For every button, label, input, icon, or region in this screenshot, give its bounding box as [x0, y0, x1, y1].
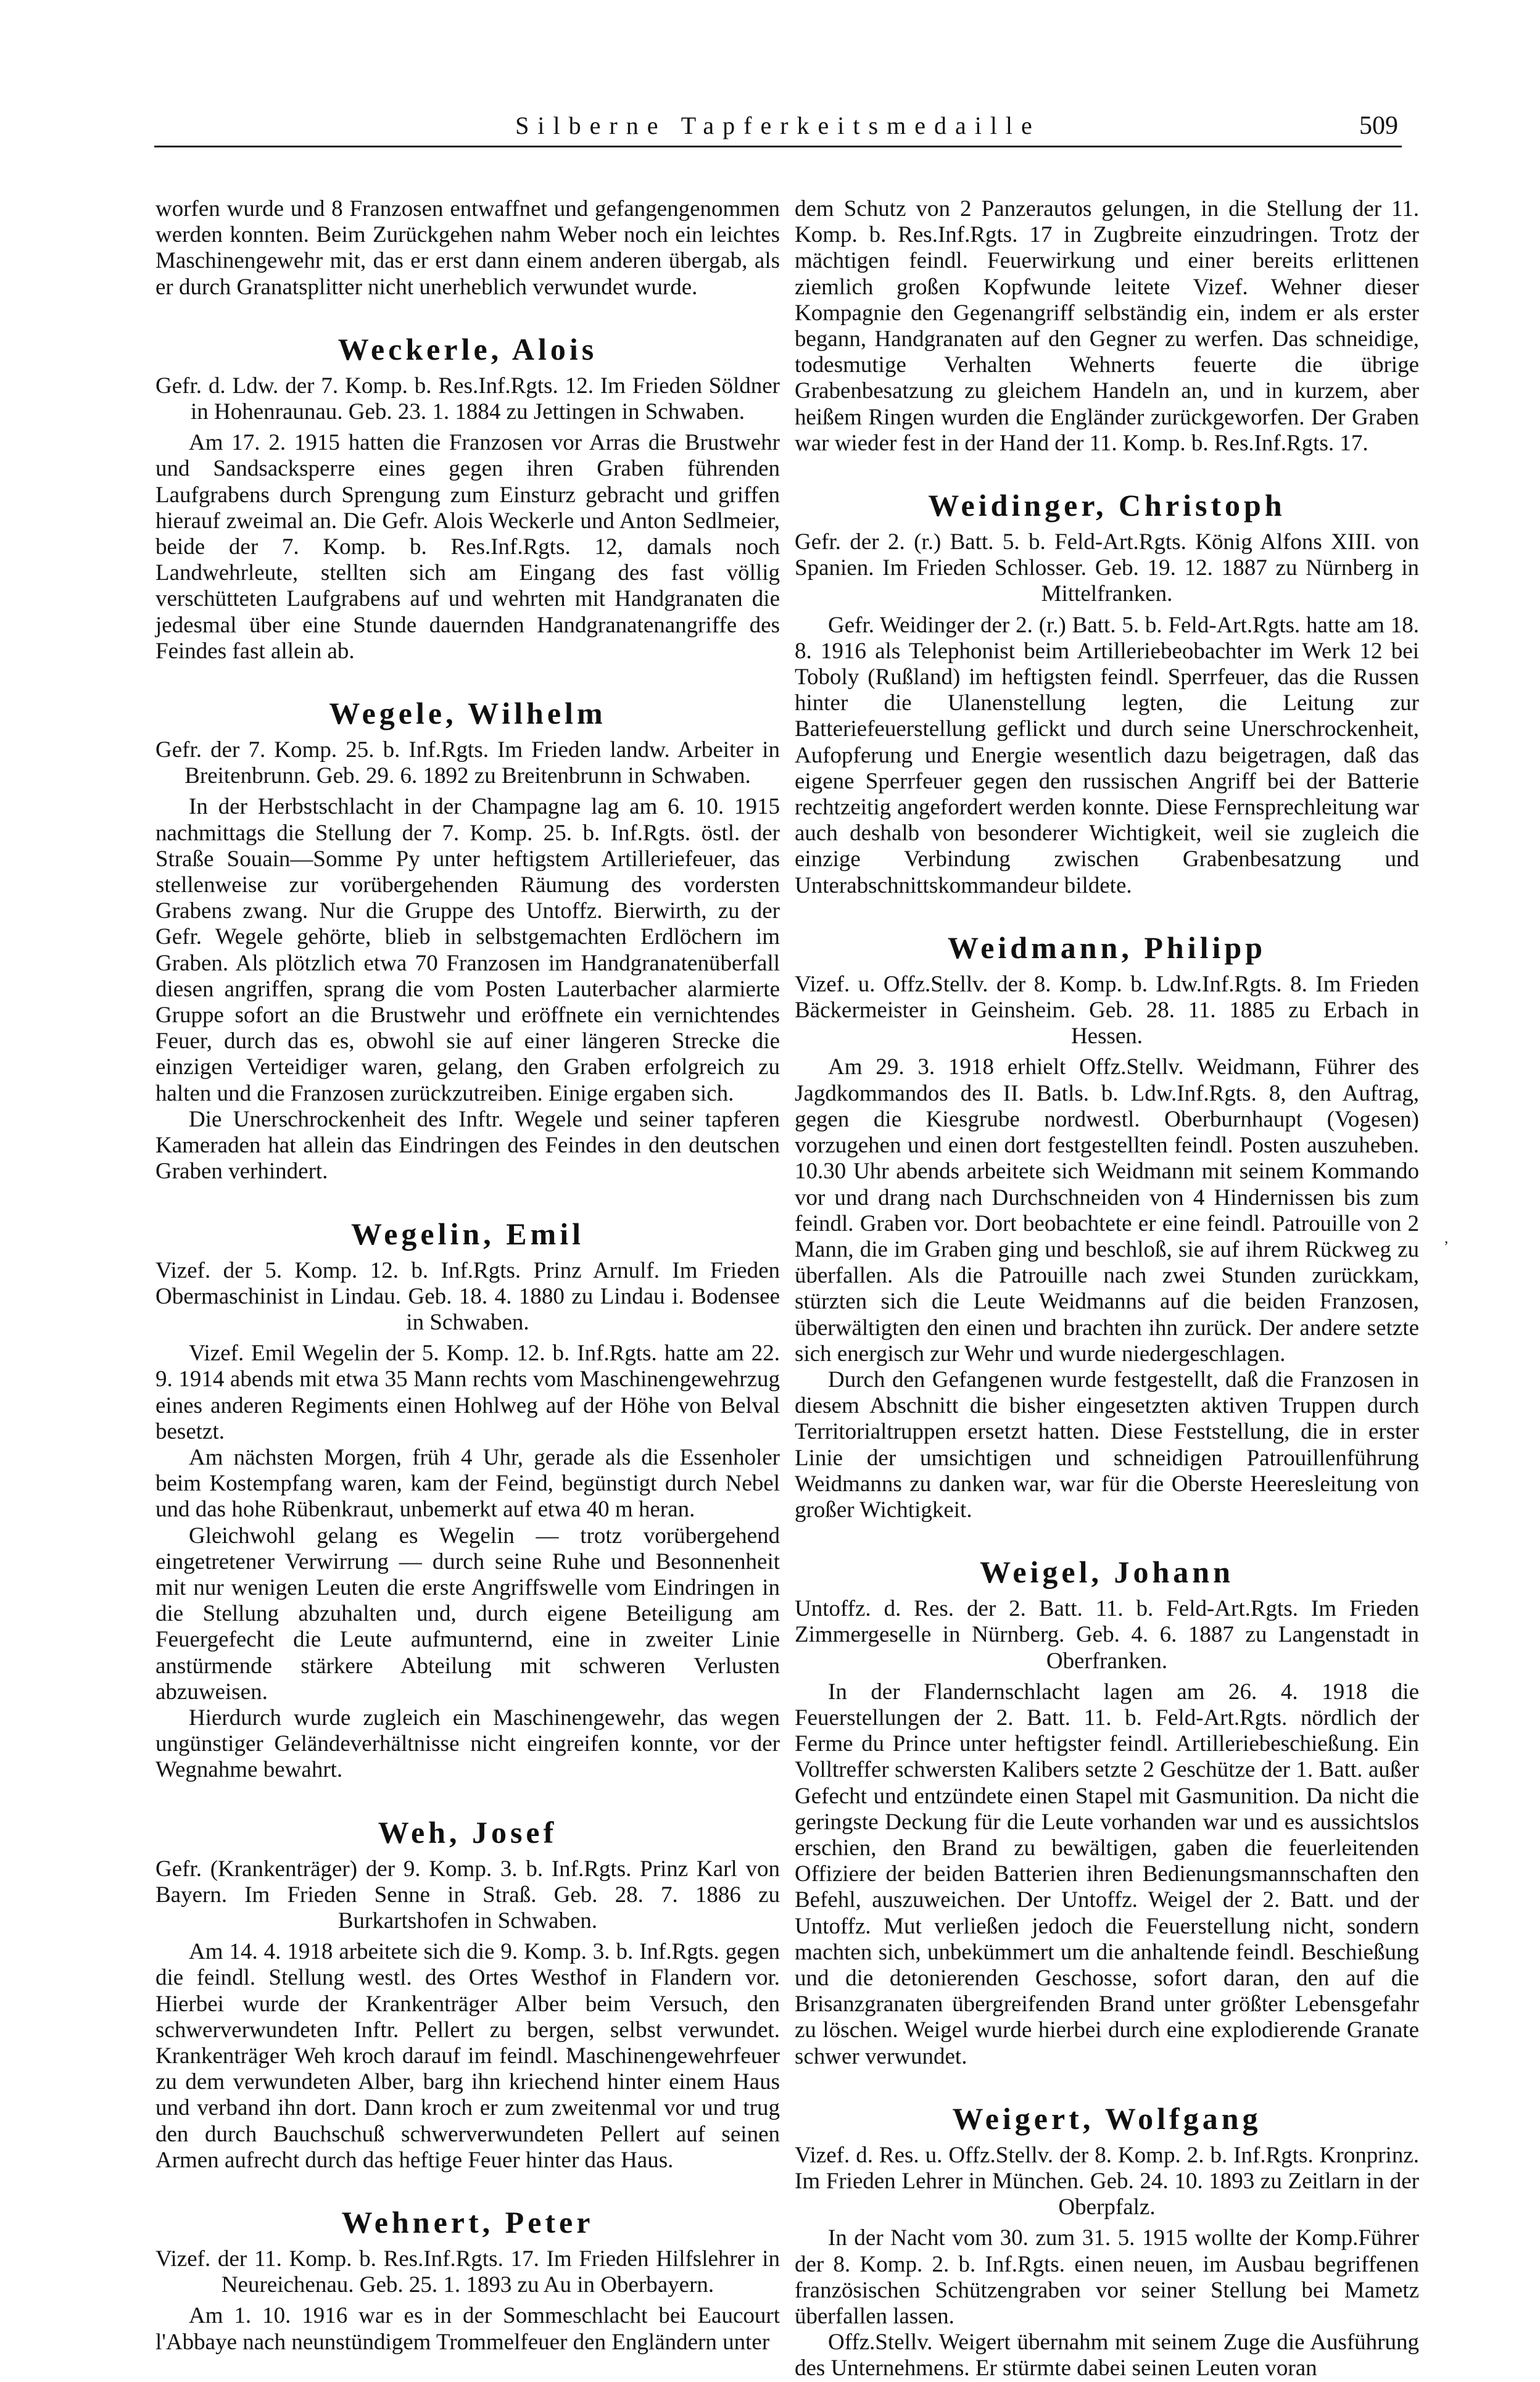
running-title: Silberne Tapferkeitsmedaille	[515, 112, 1041, 139]
entry-service-details: Gefr. (Krankenträger) der 9. Komp. 3. b. Inf.Rgts. Prinz Karl von Bayern. Im Frieden Senne in Straß. Geb. 28. 7. 1886 zu Burkartshofen in Schwaben.	[155, 1856, 780, 1933]
entry-name-heading: Weckerle, Alois	[337, 331, 598, 366]
entry-service-details: Vizef. u. Offz.Stellv. der 8. Komp. b. Ldw.Inf.Rgts. 8. Im Frieden Bäckermeister in Geinsheim. Geb. 28. 11. 1885 zu Erbach in Hessen.	[795, 971, 1419, 1049]
body-paragraph: Hierdurch wurde zugleich ein Maschinengewehr, das wegen ungünstiger Geländeverhältnisse nicht eingreifen konnte, vor der Wegnahme bewahrt.	[155, 1705, 780, 1783]
entry-name-heading: Wegelin, Emil	[351, 1216, 584, 1251]
entry-name-heading: Wegele, Wilhelm	[329, 696, 606, 731]
entry-name-heading: Weidmann, Philipp	[947, 930, 1267, 965]
entry-name-heading: Weidinger, Christoph	[928, 488, 1286, 523]
body-paragraph: In der Flandernschlacht lagen am 26. 4. 1918 die Feuerstellungen der 2. Batt. 11. b. Feld-Art.Rgts. nördlich der Ferme du Prince unter heftigster feindl. Artilleriebeschießung. Ein Volltreffer schwersten Kalibers setzte 2 Geschütze der 1. Batt. außer Gefecht und entzündete einen Stapel mit Gasmunition. Da nicht die geringste Deckung für die Leute vorhanden war und es aussichtslos erschien, den Brand zu bewältigen, gaben die feuerleitenden Offiziere der beiden Batterien ihren Bedienungsmannschaften den Befehl, auszuweichen. Der Untoffz. Weigel der 2. Batt. und der Untoffz. Mut verließen jedoch die Feuerstellung nicht, sondern machten sich, unbekümmert um die anhaltende feindl. Beschießung und die detonierenden Geschosse, sofort daran, den auf die Brisanzgranaten übergreifenden Brand unter größter Lebensgefahr zu löschen. Weigel wurde hierbei durch eine explodierende Granate schwer verwundet.	[795, 1679, 1419, 2069]
entry-name-heading: Weigel, Johann	[980, 1555, 1234, 1590]
entry-name-heading: Wehnert, Peter	[341, 2205, 594, 2239]
body-paragraph: Gefr. Weidinger der 2. (r.) Batt. 5. b. Feld-Art.Rgts. hatte am 18. 8. 1916 als Telephonist beim Artilleriebeobachter im Werk 12 bei Toboly (Rußland) im heftigsten feindl. Sperrfeuer, das die Russen hinter die Ulanenstellung legten, die Leitung zur Batteriefeuerstellung geflickt und durch seine Unerschrockenheit, Aufopferung und Energie wesentlich dazu beigetragen, daß das eigene Sperrfeuer gegen den russischen Angriff bei der Batterie rechtzeitig angefordert werden konnte. Diese Fernsprechleitung war auch deshalb von besonderer Wichtigkeit, weil sie zugleich die einzige Verbindung zwischen Grabenbesatzung und Unterabschnittskommandeur bildete.	[795, 612, 1419, 898]
running-header	[154, 111, 1402, 147]
left-column	[155, 196, 780, 2355]
entry-name-heading: Weigert, Wolfgang	[952, 2101, 1262, 2136]
body-paragraph: Am 17. 2. 1915 hatten die Franzosen vor Arras die Brustwehr und Sandsacksperre eines gegen ihren Graben führenden Laufgrabens durch Sprengung zum Einsturz gebracht und griffen hierauf zweimal an. Die Gefr. Alois Weckerle und Anton Sedlmeier, beide der 7. Komp. b. Res.Inf.Rgts. 12, damals noch Landwehrleute, stellten sich am Eingang des fast völlig verschütteten Laufgrabens auf und wehrten mit Handgranaten die jedesmal über eine Stunde dauernden Handgranatenangriffe des Feindes fast allein ab.	[155, 430, 780, 664]
entry-service-details: Gefr. d. Ldw. der 7. Komp. b. Res.Inf.Rgts. 12. Im Frieden Söldner in Hohenraunau. Geb. 23. 1. 1884 zu Jettingen in Schwaben.	[155, 373, 780, 425]
entry-service-details: Gefr. der 7. Komp. 25. b. Inf.Rgts. Im Frieden landw. Arbeiter in Breitenbrunn. Geb. 29. 6. 1892 zu Breitenbrunn in Schwaben.	[155, 737, 780, 789]
entry-service-details: Vizef. der 5. Komp. 12. b. Inf.Rgts. Prinz Arnulf. Im Frieden Obermaschinist in Lindau. Geb. 18. 4. 1880 zu Lindau i. Bodensee in Schwaben.	[155, 1257, 780, 1335]
body-paragraph: Gleichwohl gelang es Wegelin — trotz vorübergehend eingetretener Verwirrung — durch seine Ruhe und Besonnenheit mit nur wenigen Leuten die erste Angriffswelle vom Eindringen in die Stellung abzuhalten und, durch eigene Beteiligung am Feuergefecht die Leute aufmunternd, eine in zweiter Linie anstürmende stärkere Abteilung mit schweren Verlusten abzuweisen.	[155, 1523, 780, 1705]
right-column	[795, 196, 1419, 2382]
entry-service-details: Vizef. d. Res. u. Offz.Stellv. der 8. Komp. 2. b. Inf.Rgts. Kronprinz. Im Frieden Lehrer in München. Geb. 24. 10. 1893 zu Zeitlarn in der Oberpfalz.	[795, 2142, 1419, 2220]
print-speck: ’	[1444, 1239, 1449, 1255]
body-paragraph: Vizef. Emil Wegelin der 5. Komp. 12. b. Inf.Rgts. hatte am 22. 9. 1914 abends mit etwa 35 Mann rechts vom Maschinengewehrzug eines anderen Regiments einen Hohlweg auf der Höhe von Belval besetzt.	[155, 1341, 780, 1444]
entry-service-details: Vizef. der 11. Komp. b. Res.Inf.Rgts. 17. Im Frieden Hilfslehrer in Neureichenau. Geb. 25. 1. 1893 zu Au in Oberbayern.	[155, 2246, 780, 2298]
body-paragraph: In der Herbstschlacht in der Champagne lag am 6. 10. 1915 nachmittags die Stellung der 7. Komp. 25. b. Inf.Rgts. östl. der Straße Souain—Somme Py unter heftigstem Artilleriefeuer, das stellenweise zur vorübergehenden Räumung des vordersten Grabens zwang. Nur die Gruppe des Untoffz. Bierwirth, zu der Gefr. Wegele gehörte, blieb in selbstgemachten Erdlöchern im Graben. Als plötzlich etwa 70 Franzosen im Handgranatenüberfall diesen angriffen, sprang die vom Posten Lauterbacher alarmierte Gruppe sofort an die Brustwehr und eröffnete ein vernichtendes Feuer, durch das es, obwohl sie auf einer längeren Strecke die einzigen Verteidiger waren, gelang, den Graben erfolgreich zu halten und die Franzosen zurückzutreiben. Einige ergaben sich.	[155, 794, 780, 1106]
body-paragraph: Die Unerschrockenheit des Inftr. Wegele und seiner tapferen Kameraden hat allein das Eindringen des Feindes in den deutschen Graben verhindert.	[155, 1106, 780, 1185]
body-paragraph: dem Schutz von 2 Panzerautos gelungen, in die Stellung der 11. Komp. b. Res.Inf.Rgts. 17 in Zugbreite einzudringen. Trotz der mächtigen feindl. Feuerwirkung und einer bereits erlittenen ziemlich großen Kopfwunde leitete Vizef. Wehner dieser Kompagnie den Gegenangriff selbständig ein, indem er als erster begann, Handgranaten auf den Gegner zu werfen. Das schneidige, todesmutige Verhalten Wehnerts feuerte die übrige Grabenbesatzung zu gleichem Handeln an, und in kurzem, aber heißem Ringen wurden die Engländer zurückgeworfen. Der Graben war wieder fest in der Hand der 11. Komp. b. Res.Inf.Rgts. 17.	[795, 196, 1419, 456]
body-paragraph: Offz.Stellv. Weigert übernahm mit seinem Zuge die Ausführung des Unternehmens. Er stürmte dabei seinen Leuten voran	[795, 2330, 1419, 2381]
body-paragraph: Am 29. 3. 1918 erhielt Offz.Stellv. Weidmann, Führer des Jagdkommandos des II. Batls. b. Ldw.Inf.Rgts. 8, den Auftrag, gegen die Kiesgrube nordwestl. Oberburnhaupt (Vogesen) vorzugehen und einen dort festgestellten feindl. Posten auszuheben. 10.30 Uhr abends arbeitete sich Weidmann mit seinem Kommando vor und drang nach Durchschneiden von 4 Hindernissen bis zum feindl. Graben vor. Dort beobachtete er eine feindl. Patrouille von 2 Mann, die im Graben ging und beschloß, sie auf ihrem Rückweg zu überfallen. Als die Patrouille nach zwei Stunden zurückkam, stürzten sich die Leute Weidmanns auf die beiden Franzosen, überwältigten den einen und brachten ihn zurück. Der andere setzte sich energisch zur Wehr und wurde niedergeschlagen.	[795, 1054, 1419, 1367]
entry-service-details: Gefr. der 2. (r.) Batt. 5. b. Feld-Art.Rgts. König Alfons XIII. von Spanien. Im Frieden Schlosser. Geb. 19. 12. 1887 zu Nürnberg in Mittelfranken.	[795, 529, 1419, 607]
body-paragraph: Durch den Gefangenen wurde festgestellt, daß die Franzosen in diesem Abschnitt die bisher eingesetzten aktiven Truppen durch Territorialtruppen ersetzt hatten. Diese Feststellung, die in erster Linie der umsichtigen und schneidigen Patrouillenführung Weidmanns zu danken war, war für die Oberste Heeresleitung von großer Wichtigkeit.	[795, 1367, 1419, 1523]
body-paragraph: Am 1. 10. 1916 war es in der Sommeschlacht bei Eaucourt l'Abbaye nach neunstündigem Trommelfeuer den Engländern unter	[155, 2303, 780, 2355]
body-paragraph: Am 14. 4. 1918 arbeitete sich die 9. Komp. 3. b. Inf.Rgts. gegen die feindl. Stellung westl. des Ortes Westhof in Flandern vor. Hierbei wurde der Krankenträger Alber beim Versuch, den schwerverwundeten Inftr. Pellert zu bergen, selbst verwundet. Krankenträger Weh kroch darauf im feindl. Maschinengewehrfeuer zu dem verwundeten Alber, barg ihn kriechend hinter einem Haus und verband ihn dort. Dann kroch er zum zweitenmal vor und trug den durch Bauchschuß schwerverwundeten Pellert auf seinen Armen aufrecht durch das heftige Feuer hinter das Haus.	[155, 1939, 780, 2173]
page-number: 509	[1359, 112, 1398, 140]
entry-name-heading: Weh, Josef	[378, 1814, 558, 1850]
body-paragraph: worfen wurde und 8 Franzosen entwaffnet und gefangengenommen werden konnten. Beim Zurückgehen nahm Weber noch ein leichtes Maschinengewehr mit, das er erst dann einem anderen übergab, als er durch Granatsplitter nicht unerheblich verwundet wurde.	[155, 196, 780, 300]
body-paragraph: Am nächsten Morgen, früh 4 Uhr, gerade als die Essenholer beim Kostempfang waren, kam der Feind, begünstigt durch Nebel und das hohe Rübenkraut, unbemerkt auf etwa 40 m heran.	[155, 1444, 780, 1523]
entry-service-details: Untoffz. d. Res. der 2. Batt. 11. b. Feld-Art.Rgts. Im Frieden Zimmergeselle in Nürnberg. Geb. 4. 6. 1887 zu Langenstadt in Oberfranken.	[795, 1596, 1419, 1674]
body-paragraph: In der Nacht vom 30. zum 31. 5. 1915 wollte der Komp.Führer der 8. Komp. 2. b. Inf.Rgts. einen neuen, im Ausbau begriffenen französischen Schützengraben vor seiner Stellung bei Mametz überfallen lassen.	[795, 2225, 1419, 2330]
